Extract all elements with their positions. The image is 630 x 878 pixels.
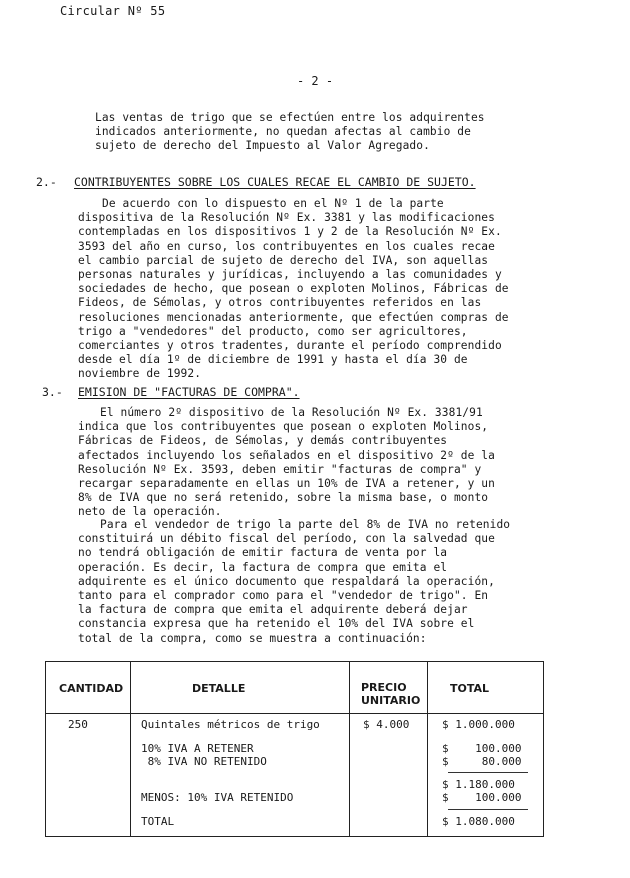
header-precio: PRECIO [361,681,407,694]
sum-rule [448,772,528,773]
section-3-paragraph-1 [78,406,540,520]
section-3-line: constituirá un débito fiscal del período, con la salvedad que [78,532,495,546]
section-3-line: afectados incluyendo los señalados en el dispositivo 2º de la [78,448,495,462]
section-2-line: contempladas en los dispositivos 1 y 2 de la Resolución Nº Ex. [78,225,502,239]
intro-paragraph [95,111,535,154]
cell-total: $ 100.000 [442,742,522,755]
header-divider [46,713,543,714]
section-2-body [78,197,538,382]
section-3-line: 8% de IVA que no será retenido, sobre la misma base, o monto [78,491,489,505]
cell-total: $ 1.180.000 [442,778,515,791]
header-total: TOTAL [450,682,490,695]
section-2-line: desde el día 1º de diciembre de 1991 y hasta el día 30 de [78,353,468,367]
section-2-line: Fideos, de Sémolas, y otros contribuyentes referidos en las [78,296,482,310]
section-3-line: Para el vendedor de trigo la parte del 8% de IVA no retenido [100,518,511,531]
cell-detalle: TOTAL [141,815,175,828]
section-3-line: adquirente es el único documento que respaldará la operación, [78,574,495,588]
section-3-line: total de la compra, como se muestra a continuación: [78,631,427,645]
section-3-title: EMISION DE "FACTURAS DE COMPRA". [78,385,300,399]
section-2-line: sociedades de hecho, que posean o exploten Molinos, Fábricas de [78,282,509,296]
cell-total: $ 100.000 [442,791,522,804]
section-2-line: 3593 del año en curso, los contribuyentes en los cuales recae [78,239,495,253]
column-divider [130,662,131,836]
section-2-number: 2.- [36,175,57,189]
cell-detalle: 10% IVA A RETENER [141,742,254,755]
section-3-line: El número 2º dispositivo de la Resolución Nº Ex. 3381/91 [100,406,483,419]
section-3-line: indica que los contribuyentes que posean o exploten Molinos, [78,420,489,434]
section-2-line: comerciantes y otros tradentes, durante el período comprendido [78,339,502,353]
cell-cantidad: 250 [68,718,88,731]
column-divider [427,662,428,836]
section-2-line: De acuerdo con lo dispuesto en el Nº 1 de la parte [102,197,444,210]
cell-total: $ 1.080.000 [442,815,515,828]
cell-total: $ 1.000.000 [442,718,515,731]
section-3-line: constancia expresa que ha retenido el 10% del IVA sobre el [78,617,475,631]
intro-line: indicados anteriormente, no quedan afectas al cambio de [95,125,471,139]
cell-detalle: MENOS: 10% IVA RETENIDO [141,791,294,804]
section-3-line: operación. Es decir, la factura de compra que emita el [78,560,448,574]
section-2-line: noviembre de 1992. [78,367,202,381]
page-number: - 2 - [296,74,334,88]
section-3-line: tanto para el comprador como para el "vendedor de trigo". En [78,589,489,603]
column-divider [349,662,350,836]
header-unitario: UNITARIO [361,694,421,707]
section-2-line: dispositiva de la Resolución Nº Ex. 3381 y las modificaciones [78,211,495,225]
section-3-line: la factura de compra que emita el adquirente deberá dejar [78,603,468,617]
section-3-line: no tendrá obligación de emitir factura de venta por la [78,546,448,560]
section-2-line: trigo a "vendedores" del producto, como ser agricultores, [78,324,468,338]
cell-total: $ 80.000 [442,755,522,768]
cell-detalle: 8% IVA NO RETENIDO [141,755,267,768]
section-3-line: recargar separadamente en ellas un 10% de IVA a retener, y un [78,477,495,491]
intro-line: sujeto de derecho del Impuesto al Valor Agregado. [95,139,430,153]
circular-header: Circular Nº 55 [60,4,166,18]
invoice-table [45,661,544,837]
section-3-number: 3.- [42,385,63,399]
intro-line: Las ventas de trigo que se efectúen entre los adquirentes [95,111,485,124]
header-cantidad: CANTIDAD [59,682,124,695]
section-3-line: neto de la operación. [78,505,222,519]
cell-detalle: Quintales métricos de trigo [141,718,320,731]
sum-rule [448,809,528,810]
section-3-paragraph-2 [78,518,540,646]
cell-precio: $ 4.000 [363,718,410,731]
section-2-line: personas naturales y jurídicas, incluyendo a las comunidades y [78,268,502,282]
section-2-line: el cambio parcial de sujeto de derecho del IVA, son aquellas [78,253,489,267]
section-2-line: resoluciones mencionadas anteriormente, que efectúen compras de [78,310,509,324]
header-detalle: DETALLE [192,682,246,695]
section-2-title: CONTRIBUYENTES SOBRE LOS CUALES RECAE EL CAMBIO DE SUJETO. [74,175,476,189]
section-3-line: Fábricas de Fideos, de Sémolas, y demás contribuyentes [78,434,448,448]
section-3-line: Resolución Nº Ex. 3593, deben emitir "facturas de compra" y [78,462,482,476]
